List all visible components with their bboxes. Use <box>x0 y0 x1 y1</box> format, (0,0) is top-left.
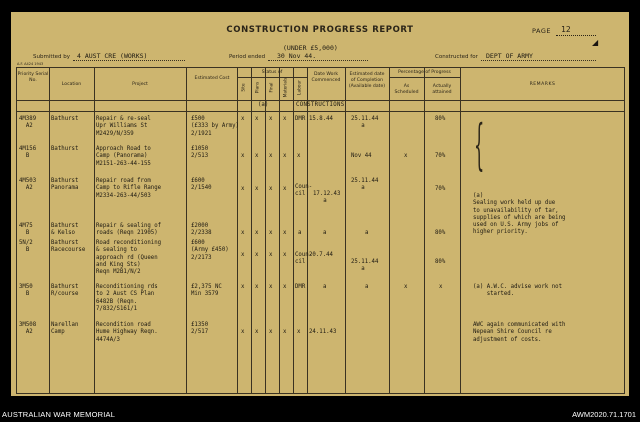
row-5-serial: 5N/2 B <box>19 240 33 254</box>
row-4-site: x <box>241 230 245 236</box>
row-5-plans: x <box>255 252 259 258</box>
row-3-location: Bathurst Panorama <box>51 178 79 192</box>
constructed-line <box>481 60 596 61</box>
col-header-cost: Estimated Cost <box>194 76 230 81</box>
row-3-materials: x <box>283 186 287 192</box>
row-1-site: x <box>241 116 245 122</box>
col-rule <box>460 67 461 394</box>
row-2-scheduled: x <box>404 153 408 159</box>
row-5-final: x <box>269 252 273 258</box>
col-rule <box>279 67 280 394</box>
row-5-project: Road reconditioning & sealing to approach rd (Queen and King Sts) Reqn M2B1/N/2 <box>96 240 162 276</box>
col-header-remarks: REMARKS <box>529 82 556 87</box>
document-sheet <box>11 12 629 396</box>
period-note: (UNDER £5,000) <box>283 44 338 52</box>
row-2-project: Approach Road to Camp (Panorama) M2151-263-44-155 <box>96 146 151 167</box>
col-rule <box>49 67 50 394</box>
row-5-commenced: 20.7.44 <box>309 252 333 258</box>
row-6-cost: £2,375 NC Min 3579 <box>191 284 222 298</box>
row-4-location: Bathurst & Kelso <box>51 223 79 237</box>
row-6-site: x <box>241 284 245 290</box>
row-5-attained: 80% <box>435 259 446 265</box>
row-4-serial: 4M75 B <box>19 223 33 237</box>
constructed-value: DEPT OF ARMY <box>486 52 533 60</box>
row-6-final: x <box>269 284 273 290</box>
submitted-line <box>73 60 185 61</box>
subheader-marker: (a) <box>258 102 269 108</box>
col-rule <box>251 67 252 394</box>
col-header-plans: Plans <box>255 81 261 94</box>
col-header-labour: Labour <box>297 80 303 95</box>
subheader-bottom-rule <box>16 111 625 112</box>
row-5-location: Bathurst Racecourse <box>51 240 86 254</box>
period-value: 30 Nov 44. <box>277 52 317 60</box>
row-7-site: x <box>241 329 245 335</box>
row-1-serial: 4M389 A2 <box>19 116 37 130</box>
col-header-commenced: Date Work Commenced <box>311 72 341 83</box>
row-3-project: Repair road from Camp to Rifle Range M2334-263-44/503 <box>96 178 162 199</box>
row-1-commenced: 15.8.44 <box>309 116 333 122</box>
row-3-labour: Coun- cil <box>295 184 313 198</box>
row-7-final: x <box>269 329 273 335</box>
row-4-final: x <box>269 230 273 236</box>
row-6-serial: 3M50 B <box>19 284 33 298</box>
row-2-plans: x <box>255 153 259 159</box>
row-2-completion: Nov 44 <box>351 153 372 159</box>
row-3-attained: 70% <box>435 186 446 192</box>
row-4-cost: £2000 2/2338 <box>191 223 212 237</box>
row-3-site: x <box>241 186 245 192</box>
form-reference: A.F. A424 1943 <box>17 62 44 66</box>
period-label: Period ended <box>229 54 266 60</box>
row-2-cost: £1050 2/513 <box>191 146 209 160</box>
constructed-label: Constructed for <box>435 54 478 60</box>
row-5-materials: x <box>283 252 287 258</box>
header-bottom-rule <box>16 100 625 101</box>
row-6-commenced: a <box>323 284 327 290</box>
row-7-serial: 3M508 A2 <box>19 322 37 336</box>
row-1-completion: 25.11.44 a <box>351 116 379 130</box>
col-header-location: Location <box>61 82 82 87</box>
row-4-completion: a <box>365 230 369 236</box>
remarks-brace-icon: { <box>474 113 485 176</box>
row-3-final: x <box>269 186 273 192</box>
row-7-cost: £1350 2/517 <box>191 322 209 336</box>
row-2-final: x <box>269 153 273 159</box>
row-3-plans: x <box>255 186 259 192</box>
row-7-location: Narellan Camp <box>51 322 79 336</box>
row-3-serial: 4M503 A2 <box>19 178 37 192</box>
col-header-site: Site <box>241 83 247 92</box>
row-1-final: x <box>269 116 273 122</box>
row-5-completion: 25.11.44 a <box>351 259 379 273</box>
row-2-labour: x <box>297 153 301 159</box>
row-1-plans: x <box>255 116 259 122</box>
col-header-final: Final <box>269 82 275 93</box>
row-1-attained: 80% <box>435 116 446 122</box>
footer-credit: AUSTRALIAN WAR MEMORIAL <box>2 410 116 419</box>
row-1-location: Bathurst <box>51 116 79 122</box>
page-number: 12 <box>561 25 571 34</box>
col-header-priority: Priority Serial No. <box>17 72 49 83</box>
row-2-serial: 4M156 B <box>19 146 37 160</box>
row-2-attained: 70% <box>435 153 446 159</box>
row-4-materials: x <box>283 230 287 236</box>
row-1-cost: £500 (£333 by Army) 2/1921 <box>191 116 239 137</box>
row-6-labour: DMR <box>295 284 306 290</box>
col-rule <box>293 67 294 394</box>
row-1-project: Repair & re-seal Upr Williams St M2429/N/359 <box>96 116 151 137</box>
page-label: PAGE <box>532 27 551 35</box>
row-1-materials: x <box>283 116 287 122</box>
row-2-materials: x <box>283 153 287 159</box>
row-5-labour: Coun- cil <box>295 252 313 266</box>
row-7-remarks: AWC again communicated with Nepean Shire Council re adjustment of costs. <box>473 322 566 343</box>
row-5-cost: £600 (Army £450) 2/2173 <box>191 240 229 261</box>
row-6-remarks: (a) A.W.C. advise work not started. <box>473 284 563 298</box>
col-header-scheduled: As Scheduled <box>394 84 419 95</box>
col-header-attained: Actually attained <box>432 84 452 95</box>
row-6-completion: a <box>365 284 369 290</box>
page-line <box>556 35 596 36</box>
pct-group-rule <box>389 77 460 78</box>
row-4-attained: 80% <box>435 230 446 236</box>
col-header-completion: Estimated date of Completion (Available date) <box>348 72 386 89</box>
col-rule <box>307 67 308 394</box>
subheader-banner: CONSTRUCTIONS <box>296 102 345 108</box>
period-line <box>268 60 368 61</box>
col-rule <box>389 67 390 394</box>
col-header-project: Project <box>132 82 148 87</box>
row-3-commenced: 17.12.43 a <box>313 191 341 205</box>
col-header-status-group: Status of <box>261 70 283 75</box>
col-rule <box>265 67 266 394</box>
corner-mark-icon: ◢ <box>592 38 599 47</box>
row-7-labour: x <box>297 329 301 335</box>
row-6-plans: x <box>255 284 259 290</box>
row-3-cost: £600 2/1540 <box>191 178 212 192</box>
row-4-commenced: a <box>323 230 327 236</box>
row-4-project: Repair & sealing of roads (Reqn 21905) <box>96 223 162 237</box>
col-rule <box>186 67 187 394</box>
row-3-remarks: (a) Sealing work held up due to unavailability of tar, supplies of which are being used on U.S. Army jobs of higher priority. <box>473 193 566 236</box>
row-3-completion: 25.11.44 a <box>351 178 379 192</box>
row-7-plans: x <box>255 329 259 335</box>
row-6-attained: x <box>439 284 443 290</box>
row-6-scheduled: x <box>404 284 408 290</box>
row-7-project: Recondition road Hume Highway Reqn. 4474A/3 <box>96 322 158 343</box>
col-rule <box>94 67 95 394</box>
col-header-materials: Materials <box>283 77 289 98</box>
row-4-plans: x <box>255 230 259 236</box>
submitted-value: 4 AUST CRE (WORKS) <box>77 52 148 60</box>
row-4-labour: a <box>298 230 302 236</box>
row-6-materials: x <box>283 284 287 290</box>
row-7-commenced: 24.11.43 <box>309 329 337 335</box>
col-header-pct-group: Percentage of Progress <box>398 70 451 75</box>
footer-accession: AWM2020.71.1701 <box>572 410 636 419</box>
row-6-location: Bathurst R/course <box>51 284 79 298</box>
row-7-materials: x <box>283 329 287 335</box>
row-5-site: x <box>241 252 245 258</box>
report-title: CONSTRUCTION PROGRESS REPORT <box>226 25 414 35</box>
col-rule <box>424 67 425 394</box>
row-1-labour: DMR <box>295 116 306 122</box>
col-rule <box>345 67 346 394</box>
row-2-location: Bathurst <box>51 146 79 152</box>
row-2-site: x <box>241 153 245 159</box>
row-6-project: Reconditioning rds to 2 Aust CS Plan 6482B (Reqn. 7/832/S161/1 <box>96 284 158 312</box>
submitted-label: Submitted by <box>33 54 71 60</box>
